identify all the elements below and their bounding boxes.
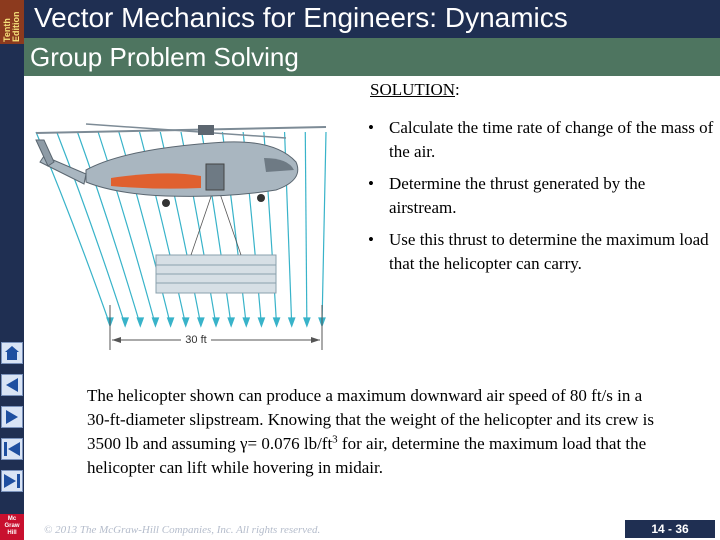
list-item: • Calculate the time rate of change of the mass of the air. (368, 118, 714, 161)
skip-back-icon (8, 442, 20, 456)
page-title: Vector Mechanics for Engineers: Dynamics (34, 2, 568, 33)
streamline (305, 132, 307, 325)
skip-forward-icon (4, 474, 16, 488)
flow-arrow (258, 318, 264, 326)
edition-line-2: Edition (11, 11, 21, 42)
previous-slide-button[interactable] (1, 374, 23, 396)
edition-line-1: Tenth (2, 18, 12, 42)
flow-arrow (228, 318, 234, 326)
copyright-notice: © 2013 The McGraw-Hill Companies, Inc. All rights reserved. (44, 524, 321, 536)
dimension-label: 30 ft (185, 334, 207, 346)
flow-arrow (198, 318, 204, 326)
solution-heading: SOLUTION: (370, 80, 460, 99)
helicopter-body (36, 140, 298, 207)
flow-arrow (274, 318, 280, 326)
home-button[interactable] (1, 342, 23, 364)
rotor-blades (36, 124, 326, 138)
edition-badge (0, 0, 24, 44)
bar-icon (17, 474, 20, 488)
flow-arrow (168, 318, 174, 326)
bar-icon (4, 442, 7, 456)
title-bar (24, 0, 720, 38)
flow-arrow (289, 318, 295, 326)
flow-arrow (137, 318, 143, 326)
page-number: 14 - 36 (625, 520, 715, 538)
next-slide-button[interactable] (1, 406, 23, 428)
mcgraw-hill-logo: Mc Graw Hill (0, 514, 24, 540)
arrow-left-icon (6, 378, 18, 392)
last-slide-button[interactable] (1, 470, 23, 492)
subtitle-bar (24, 38, 720, 76)
streamline (322, 132, 326, 325)
first-slide-button[interactable] (1, 438, 23, 460)
list-item: • Determine the thrust generated by the airstream. (368, 174, 646, 217)
flow-arrow (304, 318, 310, 326)
flow-arrow (243, 318, 249, 326)
flow-arrow (122, 318, 128, 326)
list-item: • Use this thrust to determine the maximum load that the helicopter can carry. (368, 230, 709, 273)
solution-steps (364, 116, 714, 284)
flow-arrow (152, 318, 158, 326)
helicopter-figure (26, 100, 346, 355)
arrow-right-icon (6, 410, 18, 424)
problem-statement: The helicopter shown can produce a maximum downward air speed of 80 ft/s in a 30-ft-diameter slipstream. Knowing that the weight of the helicopter and its crew is 3500 lb and assuming γ= 0.076 $lb/ft^3$ for air, determine the maximum load that the helicopter can lift while hovering in midair. (87, 386, 654, 477)
page-subtitle: Group Problem Solving (30, 42, 299, 72)
flow-arrow (183, 318, 189, 326)
home-icon (5, 346, 19, 360)
flow-arrow (213, 318, 219, 326)
